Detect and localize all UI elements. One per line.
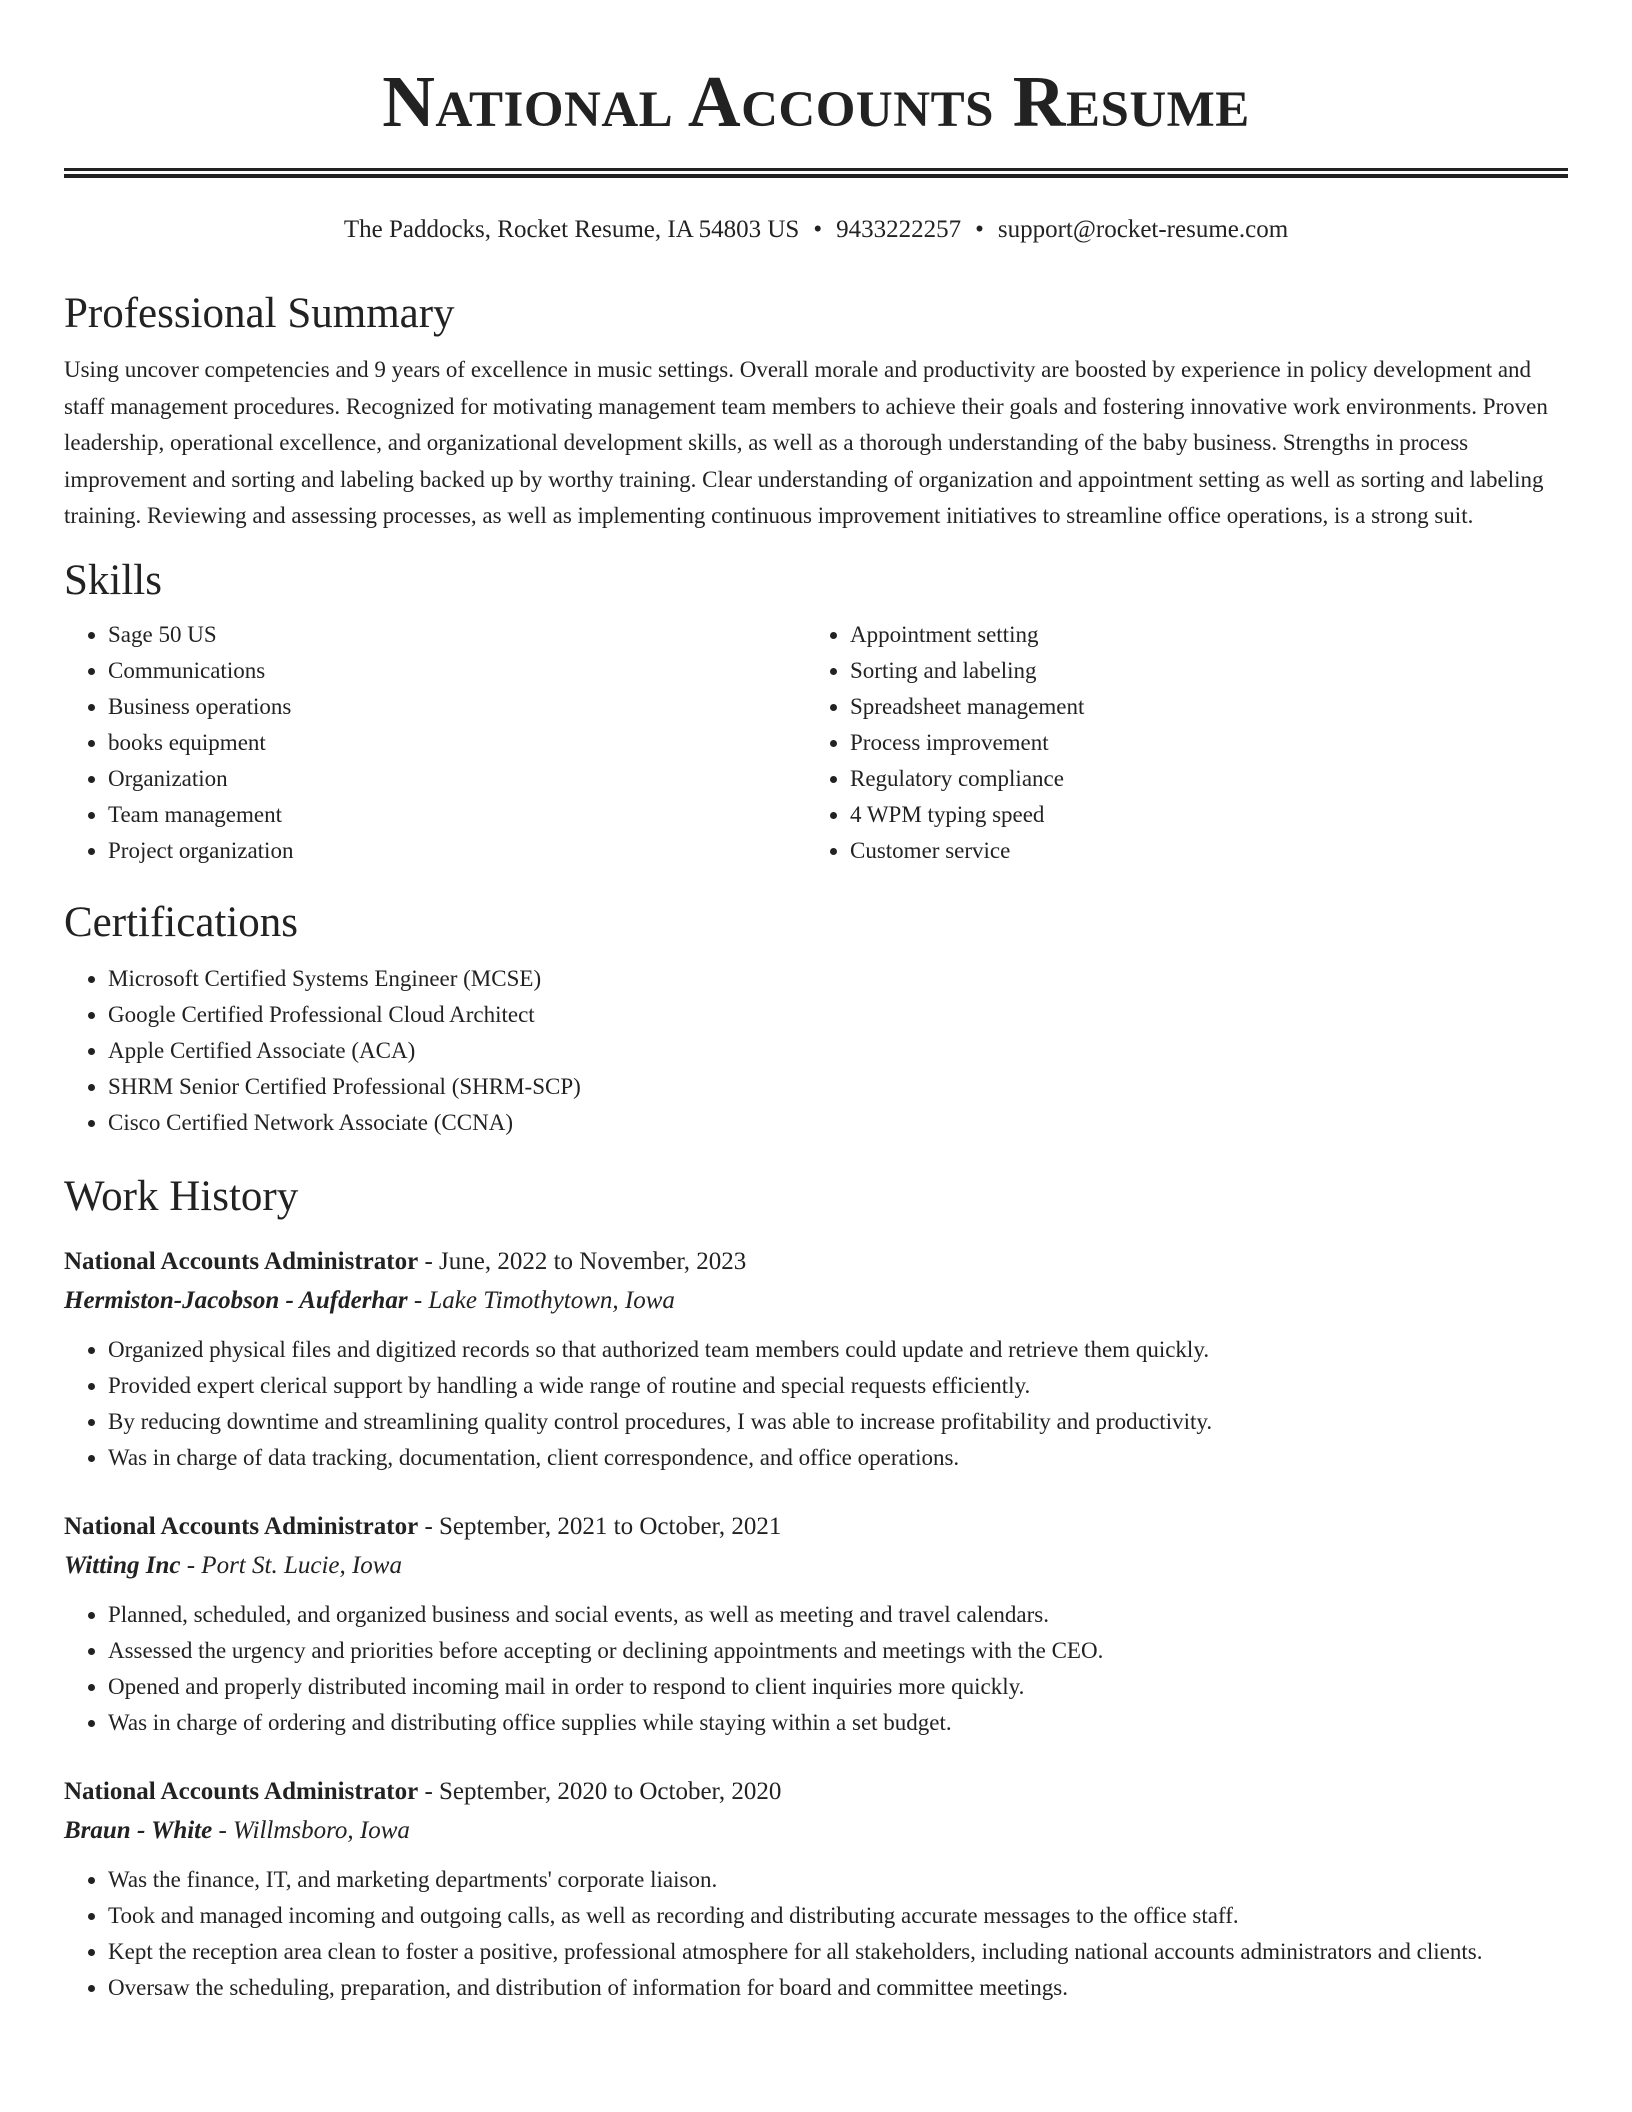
skill-item: • Project organization <box>108 833 806 869</box>
skill-item: • Business operations <box>108 689 806 725</box>
skills-column-left <box>64 617 806 869</box>
resume-title: National Accounts Resume <box>382 61 1250 142</box>
job-duty: • Was in charge of data tracking, documentation, client correspondence, and office operations. <box>108 1440 1568 1476</box>
job-location: Port St. Lucie, Iowa <box>201 1551 402 1579</box>
job-duty: • Assessed the urgency and priorities before accepting or declining appointments and meetings with the CEO. <box>108 1633 1568 1669</box>
job-entry <box>64 1243 1568 1476</box>
job-duty: • Opened and properly distributed incoming mail in order to respond to client inquiries more quickly. <box>108 1669 1568 1705</box>
skill-item: • Organization <box>108 761 806 797</box>
job-duty: • Was the finance, IT, and marketing departments' corporate liaison. <box>108 1862 1568 1898</box>
skills-heading: Skills <box>64 556 162 604</box>
job-title: National Accounts Administrator <box>64 1247 419 1275</box>
job-company-line: Witting Inc - Port St. Lucie, Iowa <box>64 1551 402 1579</box>
job-duties <box>64 1597 1568 1741</box>
contact-address: The Paddocks, Rocket Resume, IA 54803 US <box>343 216 800 243</box>
job-company: Witting Inc <box>64 1551 181 1579</box>
certification-item: • SHRM Senior Certified Professional (SHRM-SCP) <box>108 1069 1568 1105</box>
job-company-line: Braun - White - Willmsboro, Iowa <box>64 1816 410 1844</box>
job-title: National Accounts Administrator <box>64 1512 419 1540</box>
contact-email: support@rocket-resume.com <box>997 216 1289 243</box>
job-title-line: National Accounts Administrator - June, 2022 to November, 2023 <box>64 1247 747 1275</box>
job-entry <box>64 1773 1568 2006</box>
job-duty: • Was in charge of ordering and distributing office supplies while staying within a set budget. <box>108 1705 1568 1741</box>
job-company: Braun - White <box>64 1816 213 1844</box>
certifications-list <box>64 961 1568 1141</box>
skill-item: • 4 WPM typing speed <box>850 797 1548 833</box>
contact-phone: 9433222257 <box>836 216 962 243</box>
skill-item: • Communications <box>108 653 806 689</box>
job-company-line: Hermiston-Jacobson - Aufderhar - Lake Timothytown, Iowa <box>64 1286 675 1314</box>
skill-item: • Sorting and labeling <box>850 653 1548 689</box>
skill-item: • books equipment <box>108 725 806 761</box>
skill-item: • Spreadsheet management <box>850 689 1548 725</box>
job-entry <box>64 1508 1568 1741</box>
job-dates: September, 2021 to October, 2021 <box>439 1512 782 1540</box>
skill-item: • Appointment setting <box>850 617 1548 653</box>
job-duty: • Provided expert clerical support by handling a wide range of routine and special requests efficiently. <box>108 1368 1568 1404</box>
job-duty: • By reducing downtime and streamlining quality control procedures, I was able to increase profitability and productivity. <box>108 1404 1568 1440</box>
job-location: Lake Timothytown, Iowa <box>428 1286 675 1314</box>
job-title-line: National Accounts Administrator - September, 2021 to October, 2021 <box>64 1512 782 1540</box>
resume-page <box>64 0 1568 2006</box>
skill-item: • Regulatory compliance <box>850 761 1548 797</box>
certification-item: • Microsoft Certified Systems Engineer (MCSE) <box>108 961 1568 997</box>
skills-list <box>64 617 1568 869</box>
certification-item: • Apple Certified Associate (ACA) <box>108 1033 1568 1069</box>
job-title: National Accounts Administrator <box>64 1777 419 1805</box>
contact-line <box>64 214 1568 246</box>
job-duty: • Organized physical files and digitized records so that authorized team members could update and retrieve them quickly. <box>108 1332 1568 1368</box>
work-history-heading: Work History <box>64 1172 299 1220</box>
job-company: Hermiston-Jacobson - Aufderhar <box>64 1286 408 1314</box>
certification-item: • Google Certified Professional Cloud Architect <box>108 997 1568 1033</box>
job-duty: • Oversaw the scheduling, preparation, and distribution of information for board and committee meetings. <box>108 1970 1568 2006</box>
skill-item: • Sage 50 US <box>108 617 806 653</box>
title-divider <box>64 168 1568 178</box>
skill-item: • Team management <box>108 797 806 833</box>
job-location: Willmsboro, Iowa <box>233 1816 410 1844</box>
job-title-line: National Accounts Administrator - September, 2020 to October, 2020 <box>64 1777 782 1805</box>
job-duties <box>64 1862 1568 2006</box>
certifications-heading: Certifications <box>64 898 299 946</box>
job-duty: • Planned, scheduled, and organized business and social events, as well as meeting and travel calendars. <box>108 1597 1568 1633</box>
job-dates: September, 2020 to October, 2020 <box>439 1777 782 1805</box>
skills-column-right <box>806 617 1548 869</box>
contact-separator: • <box>813 216 823 243</box>
contact-separator: • <box>975 216 984 243</box>
skill-item: • Customer service <box>850 833 1548 869</box>
job-dates: June, 2022 to November, 2023 <box>439 1247 747 1275</box>
job-duties <box>64 1332 1568 1476</box>
summary-heading: Professional Summary <box>64 290 455 337</box>
summary-text: Using uncover competencies and 9 years of excellence in music settings. Overall morale and productivity are boosted by experience in policy development and staff management procedures. Recognized for motivating management team members to achieve their goals and fostering innovative work environments. Proven leadership, operational excellence, and organizational development skills, as well as a thorough understanding of the baby business. Strengths in process improvement and sorting and labeling backed up by worthy training. Clear understanding of organization and appointment setting as well as sorting and labeling training. Reviewing and assessing processes, as well as implementing continuous improvement initiatives to streamline office operations, is a strong suit. <box>64 357 1548 528</box>
job-duty: • Kept the reception area clean to foster a positive, professional atmosphere for all stakeholders, including national accounts administrators and clients. <box>108 1934 1568 1970</box>
job-duty: • Took and managed incoming and outgoing calls, as well as recording and distributing accurate messages to the office staff. <box>108 1898 1568 1934</box>
skill-item: • Process improvement <box>850 725 1548 761</box>
certification-item: • Cisco Certified Network Associate (CCNA) <box>108 1105 1568 1141</box>
